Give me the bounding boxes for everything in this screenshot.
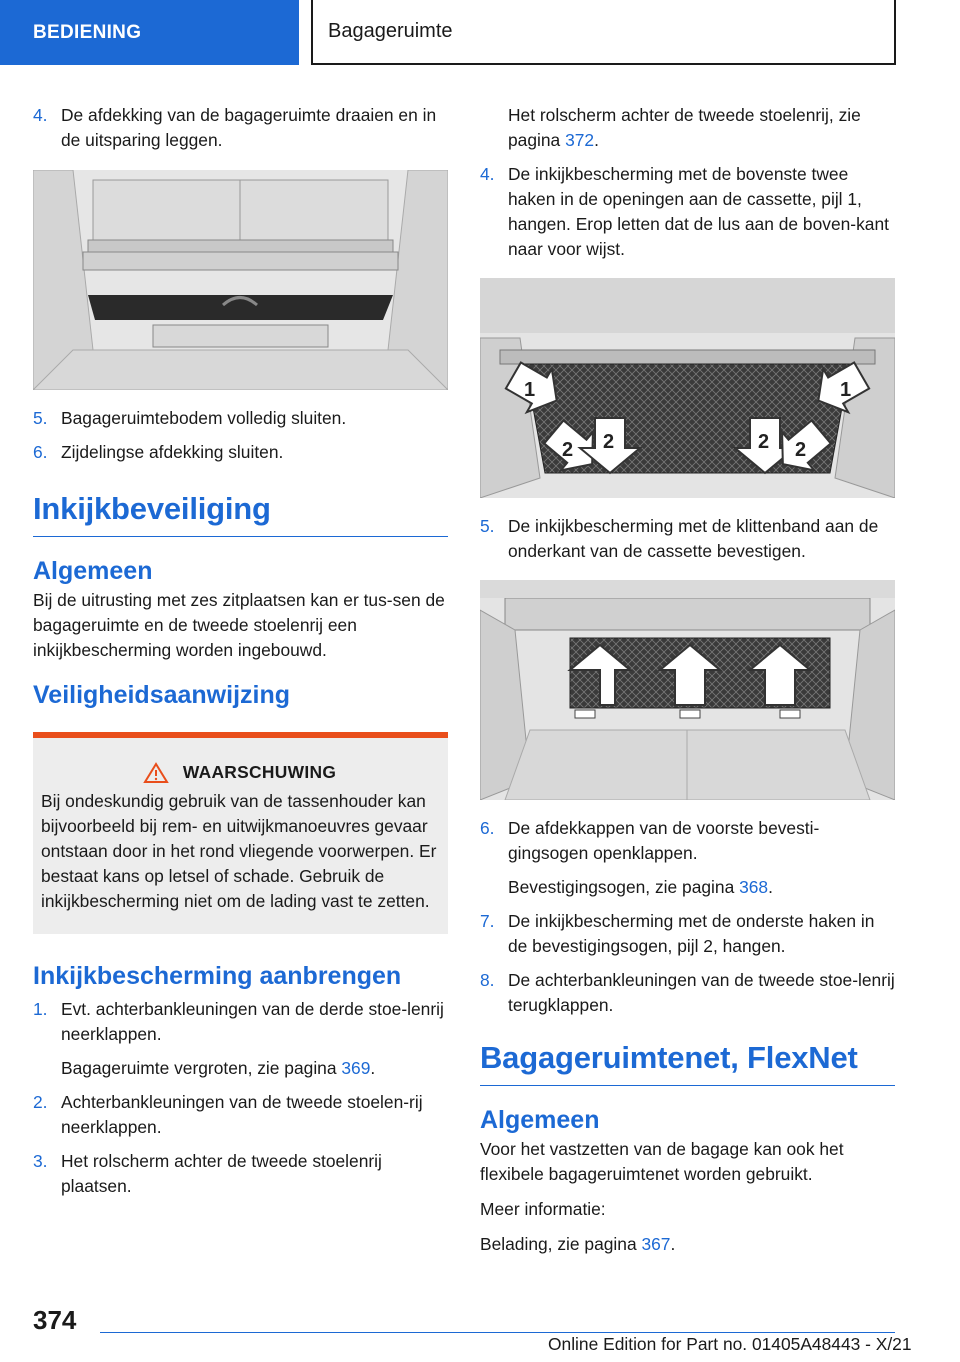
right-column: [480, 103, 895, 1267]
reference-text: Bagageruimte vergroten, zie pagina: [61, 1058, 342, 1078]
item-text: Het rolscherm achter de tweede stoelenrij plaatsen.: [61, 1151, 382, 1196]
item-number: 7.: [480, 911, 495, 931]
item-number: 4.: [480, 164, 495, 184]
list-item: [33, 1090, 448, 1140]
list-item: [33, 1149, 448, 1199]
svg-text:1: 1: [840, 379, 852, 401]
warning-triangle-icon: [143, 762, 169, 784]
item-number: 6.: [480, 818, 495, 838]
cross-reference: [480, 103, 895, 153]
cross-reference: [33, 1056, 448, 1081]
item-text: De inkijkbescherming met de bovenste twee haken in de openingen aan de cassette, pijl 1, hangen. Erop letten dat de lus aan de boven-kant naar voor wijst.: [508, 164, 889, 259]
reference-text: Bevestigingsogen, zie pagina: [508, 877, 740, 897]
list-item: [480, 816, 895, 866]
reference-end: .: [670, 1234, 676, 1254]
reference-text: Het rolscherm achter de tweede stoelenrij, zie pagina: [508, 105, 861, 150]
left-column: [33, 103, 448, 1208]
item-text: De afdekkappen van de voorste bevesti-gingsogen openklappen.: [508, 818, 820, 863]
item-text: De achterbankleuningen van de tweede stoe-lenrij terugklappen.: [508, 970, 895, 1015]
page-link[interactable]: 367: [641, 1234, 671, 1254]
page-link[interactable]: 368: [739, 877, 769, 897]
svg-text:2: 2: [562, 439, 574, 461]
paragraph: Bij de uitrusting met zes zitplaatsen kan er tus-sen de bagageruimte en de tweede stoelenrij een inkijkbescherming worden ingebouwd.: [33, 590, 445, 660]
item-text: De inkijkbescherming met de onderste haken in de bevestigingsogen, pijl 2, hangen.: [508, 911, 875, 956]
velcro-figure: [480, 580, 895, 800]
cargo-cover-illustration: [33, 170, 448, 390]
list-item: [480, 514, 895, 564]
warning-label: WAARSCHUWING: [182, 762, 337, 782]
reference-end: .: [768, 877, 773, 897]
reference-text: Belading, zie pagina: [480, 1234, 642, 1254]
item-number: 6.: [33, 442, 48, 462]
cross-reference: [480, 1232, 895, 1257]
item-number: 2.: [33, 1092, 48, 1112]
list-item: [33, 440, 448, 465]
velcro-illustration: [480, 580, 895, 800]
item-number: 8.: [480, 970, 495, 990]
list-item: [33, 406, 448, 431]
reference-end: .: [594, 130, 599, 150]
header-title-text: Bagageruimte: [328, 20, 453, 42]
item-number: 5.: [33, 408, 48, 428]
warning-box: [33, 732, 448, 934]
subsection-heading: Algemeen: [33, 557, 153, 585]
list-item: [33, 997, 448, 1047]
list-item: [480, 968, 895, 1018]
svg-text:2: 2: [603, 431, 615, 453]
item-number: 3.: [33, 1151, 48, 1171]
paragraph: Meer informatie:: [480, 1199, 606, 1219]
list-item: [480, 162, 895, 262]
warning-text: Bij ondeskundig gebruik van de tassenhouder kan bijvoorbeeld bij rem- en uitwijkmanoeuvres gevaar ontstaan door in het rond vliegende voorwerpen. Er bestaat kans op letsel of schade. Gebruik de inkijkbescherming niet om de lading vast te zetten.: [41, 791, 437, 911]
section-heading: Inkijkbeveiliging: [33, 491, 448, 537]
net-hooks-figure: [480, 278, 895, 498]
item-text: Evt. achterbankleuningen van de derde stoe-lenrij neerklappen.: [61, 999, 444, 1044]
item-text: Zijdelingse afdekking sluiten.: [61, 442, 284, 462]
page-link[interactable]: 369: [341, 1058, 371, 1078]
svg-text:1: 1: [524, 379, 536, 401]
list-item: [480, 909, 895, 959]
list-item: [33, 103, 448, 153]
page-header-title: [311, 0, 896, 65]
paragraph: Voor het vastzetten van de bagage kan ook het flexibele bagageruimtenet worden gebruikt.: [480, 1139, 844, 1184]
item-text: Achterbankleuningen van de tweede stoelen-rij neerklappen.: [61, 1092, 423, 1137]
cross-reference: [480, 875, 895, 900]
subsection-heading: Algemeen: [480, 1106, 600, 1134]
item-text: Bagageruimtebodem volledig sluiten.: [61, 408, 347, 428]
section-heading: Bagageruimtenet, FlexNet: [480, 1040, 895, 1086]
subsection-heading: Veiligheidsaanwijzing: [33, 681, 291, 709]
svg-text:2: 2: [758, 431, 770, 453]
item-number: 5.: [480, 516, 495, 536]
section-tab: BEDIENING: [0, 0, 299, 65]
svg-text:2: 2: [795, 439, 807, 461]
page-number: 374: [33, 1305, 77, 1335]
page-link[interactable]: 372: [565, 130, 595, 150]
item-number: 4.: [33, 105, 48, 125]
item-text: De inkijkbescherming met de klittenband aan de onderkant van de cassette bevestigen.: [508, 516, 879, 561]
item-number: 1.: [33, 999, 48, 1019]
footer-divider: [100, 1332, 895, 1333]
cargo-cover-figure: [33, 170, 448, 390]
net-hooks-illustration: [480, 278, 895, 498]
reference-end: .: [370, 1058, 376, 1078]
subsection-heading: Inkijkbescherming aanbrengen: [33, 962, 402, 990]
warning-header: [41, 760, 438, 785]
item-text: De afdekking van de bagageruimte draaien en in de uitsparing leggen.: [61, 105, 437, 150]
footer-edition: Online Edition for Part no. 01405A48443 - X/21: [548, 1334, 912, 1354]
